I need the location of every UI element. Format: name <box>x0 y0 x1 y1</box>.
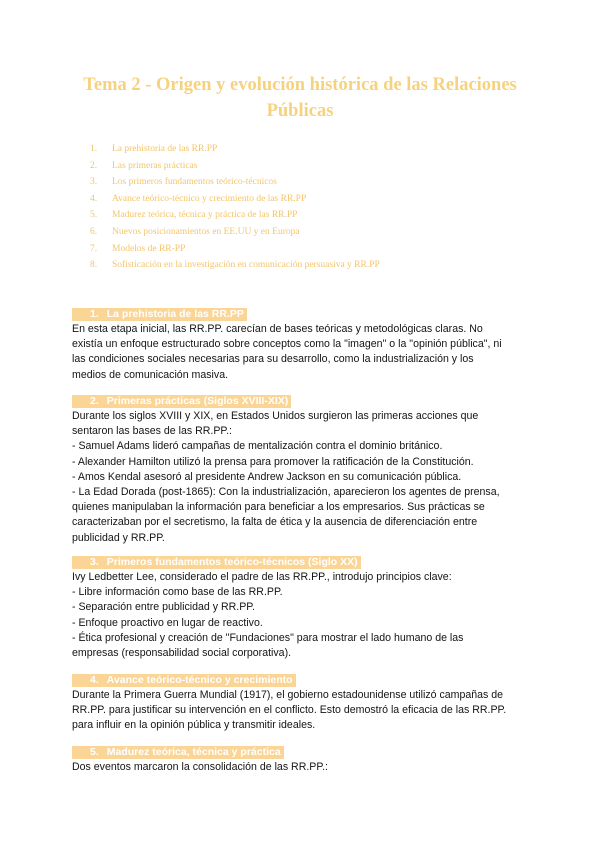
section-line: sentaron las bases de las RR.PP.: <box>72 425 232 438</box>
section-heading: 3. Primeros fundamentos teórico-técnicos (Siglo XX) <box>72 556 361 569</box>
section-line: - Alexander Hamilton utilizó la prensa para promover la ratificación de la Constitución. <box>72 455 474 468</box>
section-prehistoria <box>72 304 542 383</box>
section-heading: 4. Avance teórico-técnico y crecimiento <box>72 674 296 687</box>
toc-item: 8. Sofisticación en la investigación en comunicación persuasiva y RR.PP <box>90 260 380 271</box>
page-title: Tema 2 - Origen y evolución histórica de las Relaciones Públicas <box>83 75 517 121</box>
section-line: RR.PP. para justificar su intervención en el conflicto. Esto demostró la eficacia de las RR.PP. <box>72 704 507 717</box>
section-line: publicidad y RR.PP. <box>72 531 165 544</box>
section-line: empresas (responsabilidad social corporativa). <box>72 647 292 660</box>
section-line: existía un enfoque estructurado sobre conceptos como la "imagen" o la "opinión pública", ni <box>72 338 502 351</box>
toc-item: 2. Las primeras prácticas <box>90 160 198 171</box>
toc-item: 7. Modelos de RR-PP <box>90 243 186 254</box>
section-line: - Samuel Adams lideró campañas de mentalización contra el dominio británico. <box>72 440 443 453</box>
section-line: En esta etapa inicial, las RR.PP. carecían de bases teóricas y metodológicas claras. No <box>72 323 483 335</box>
section-line: caracterizaban por el secretismo, la falta de ética y la ausencia de diferenciación entre <box>72 516 478 529</box>
section-line: las condiciones sociales necesarias para su desarrollo, como la industrialización y los <box>72 353 474 366</box>
section-line: Dos eventos marcaron la consolidación de las RR.PP.: <box>72 761 328 773</box>
section-madurez <box>72 742 542 775</box>
section-primeras-practicas <box>72 391 542 546</box>
section-line: - La Edad Dorada (post-1865): Con la industrialización, aparecieron los agentes de prensa, <box>72 486 500 499</box>
section-line: medios de comunicación masiva. <box>72 368 229 381</box>
section-line: para influir en la opinión pública y transmitir ideales. <box>72 719 316 732</box>
section-line: Ivy Ledbetter Lee, considerado el padre de las RR.PP., introdujo principios clave: <box>72 571 452 583</box>
section-line: quienes manipulaban la información para beneficiar a los empresarios. Sus prácticas se <box>72 501 485 514</box>
toc-item: 1. La prehistoria de las RR.PP <box>90 144 218 154</box>
section-avance <box>72 670 542 734</box>
toc-item: 6. Nuevos posicionamientos en EE.UU y en Europa <box>90 226 300 237</box>
section-line: Durante la Primera Guerra Mundial (1917), el gobierno estadounidense utilizó campañas de <box>72 689 504 701</box>
section-heading: 1. La prehistoria de las RR.PP <box>72 308 247 321</box>
section-line: - Separación entre publicidad y RR.PP. <box>72 601 255 614</box>
toc-item: 3. Los primeros fundamentos teórico-técnicos <box>90 177 277 188</box>
section-line: - Ética profesional y creación de "Fundaciones" para mostrar el lado humano de las <box>72 631 464 644</box>
section-fundamentos <box>72 552 542 661</box>
section-heading: 5. Madurez teórica, técnica y práctica <box>72 746 284 759</box>
section-line: - Enfoque proactivo en lugar de reactivo. <box>72 616 263 629</box>
section-heading: 2. Primeras prácticas (Siglos XVIII-XIX) <box>72 395 291 408</box>
section-line: Durante los siglos XVIII y XIX, en Estados Unidos surgieron las primeras acciones que <box>72 410 479 422</box>
section-line: - Libre información como base de las RR.PP. <box>72 586 283 599</box>
section-line: - Amos Kendal asesoró al presidente Andrew Jackson en su comunicación pública. <box>72 470 462 483</box>
table-of-contents <box>90 141 380 274</box>
toc-item: 5. Madurez teórica, técnica y práctica de las RR.PP <box>90 210 298 221</box>
toc-item: 4. Avance teórico-técnico y crecimiento de las RR.PP <box>90 193 307 204</box>
